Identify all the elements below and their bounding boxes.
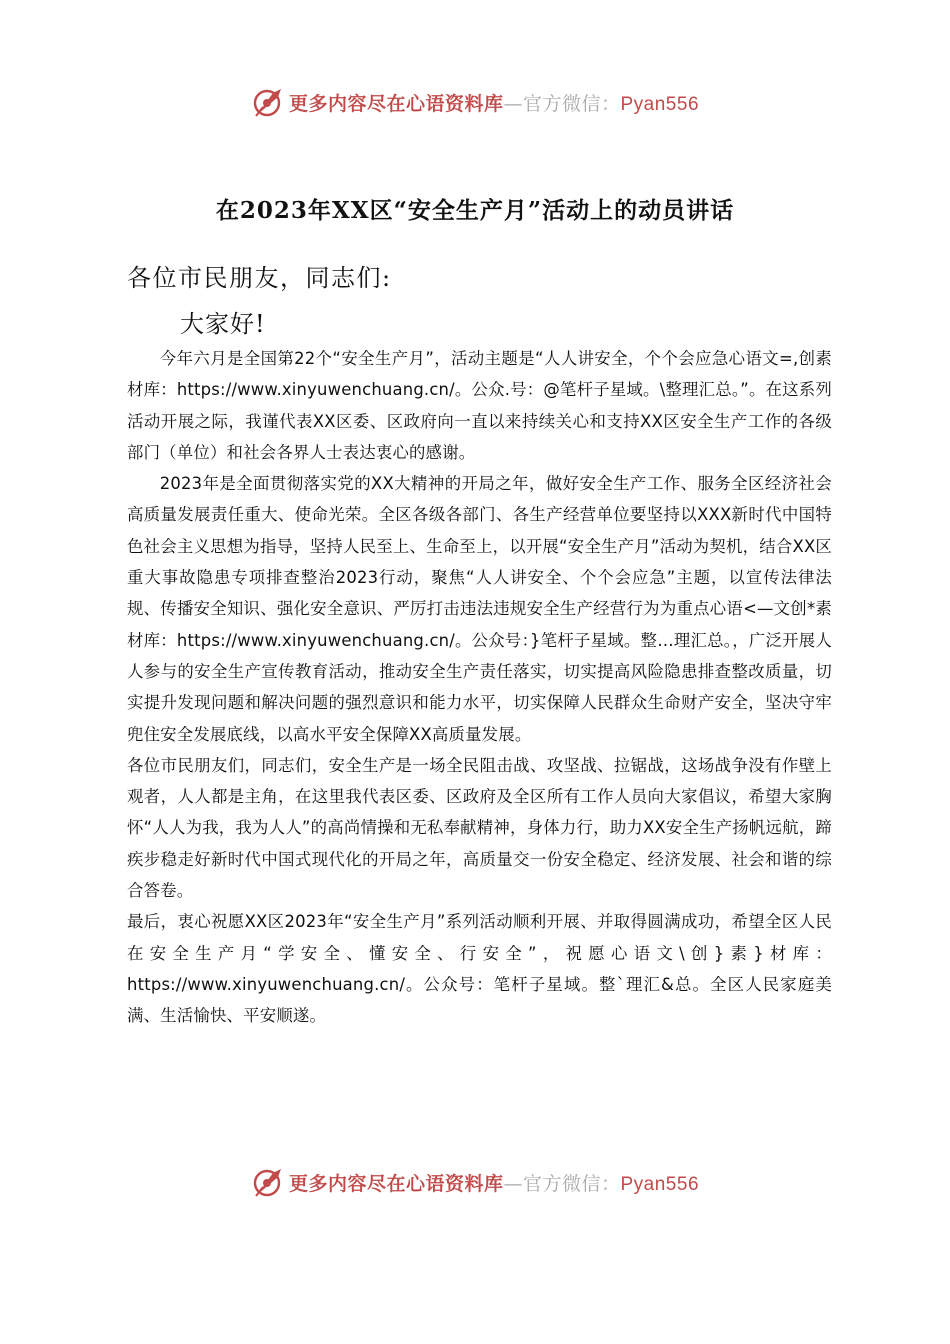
- document-body: [127, 343, 832, 1032]
- banner-wechat-label: 官方微信：: [522, 1172, 621, 1195]
- document-title: 在2023年XX区“安全生产月”活动上的动员讲话: [215, 197, 735, 224]
- banner-wechat-label: 官方微信：: [522, 92, 621, 115]
- banner-dash: —: [503, 1172, 523, 1195]
- paragraph: 各位市民朋友们，同志们，安全生产是一场全民阻击战、攻坚战、拉锯战，这场战争没有作壁上观者，人人都是主角，在这里我代表区委、区政府及全区所有工作人员向大家倡议，希望大家胸怀“人人为我，我为人人”的高尚情操和无私奉献精神，身体力行，助力XX安全生产扬帆远航，蹄疾步稳走好新时代中国式现代化的开局之年，高质量交一份安全稳定、经济发展、社会和谐的综合答卷。: [127, 755, 832, 901]
- paragraph: 2023年是全面贯彻落实党的XX大精神的开局之年，做好安全生产工作、服务全区经济社会高质量发展责任重大、使命光荣。全区各级各部门、各生产经营单位要坚持以XXX新时代中国特色社会主义思想为指导，坚持人民至上、生命至上，以开展“安全生产月”活动为契机，结合XX区重大事故隐患专项排查整治2023行动，聚焦“人人讲安全、个个会应急”主题，以宣传法律法规、传播安全知识、强化安全意识、严厉打击违法违规安全生产经营行为为重点心语<—文创*素材库：https://www.xinyuwenchuang.cn/。公众号：}笔杆子星域。整…理汇总。，广泛开展人人参与的安全生产宣传教育活动，推动安全生产责任落实，切实提高风险隐患排查整改质量，切实提升发现问题和解决问题的强烈意识和能力水平，切实保障人民群众生命财产安全，坚决守牢兜住安全发展底线，以高水平安全保障XX高质量发展。: [127, 474, 832, 744]
- paragraph: 今年六月是全国第22个“安全生产月”，活动主题是“人人讲安全，个个会应急心语文=,创素材库：https://www.xinyuwenchuang.cn/。公众.号：@笔杆子星域。\整理汇总。”。在这系列活动开展之际，我谨代表XX区委、区政府向一直以来持续关心和支持XX区安全生产工作的各级部门（单位）和社会各界人士表达衷心的感谢。: [127, 349, 832, 462]
- quill-seal-logo-icon: [251, 85, 285, 119]
- header-banner: [0, 82, 950, 122]
- banner-wechat-id: Pyan556: [620, 93, 700, 115]
- quill-seal-logo-icon: [251, 1165, 285, 1199]
- salutation: 各位市民朋友，同志们:: [127, 264, 392, 292]
- banner-wechat-id: Pyan556: [620, 1173, 700, 1195]
- banner-dash: —: [503, 92, 523, 115]
- banner-brand: 更多内容尽在心语资料库: [288, 1172, 504, 1195]
- greeting: 大家好!: [180, 310, 266, 338]
- paragraph: 最后，衷心祝愿XX区2023年“安全生产月”系列活动顺利开展、并取得圆满成功，希望全区人民在安全生产月“学安全、懂安全、行安全”，祝愿心语文\创}素}材库：https://www.xinyuwenchuang.cn/。公众号：笔杆子星域。整`理汇&总。全区人民家庭美满、生活愉快、平安顺遂。: [127, 912, 832, 1026]
- footer-banner: [0, 1162, 950, 1202]
- banner-brand: 更多内容尽在心语资料库: [288, 92, 504, 115]
